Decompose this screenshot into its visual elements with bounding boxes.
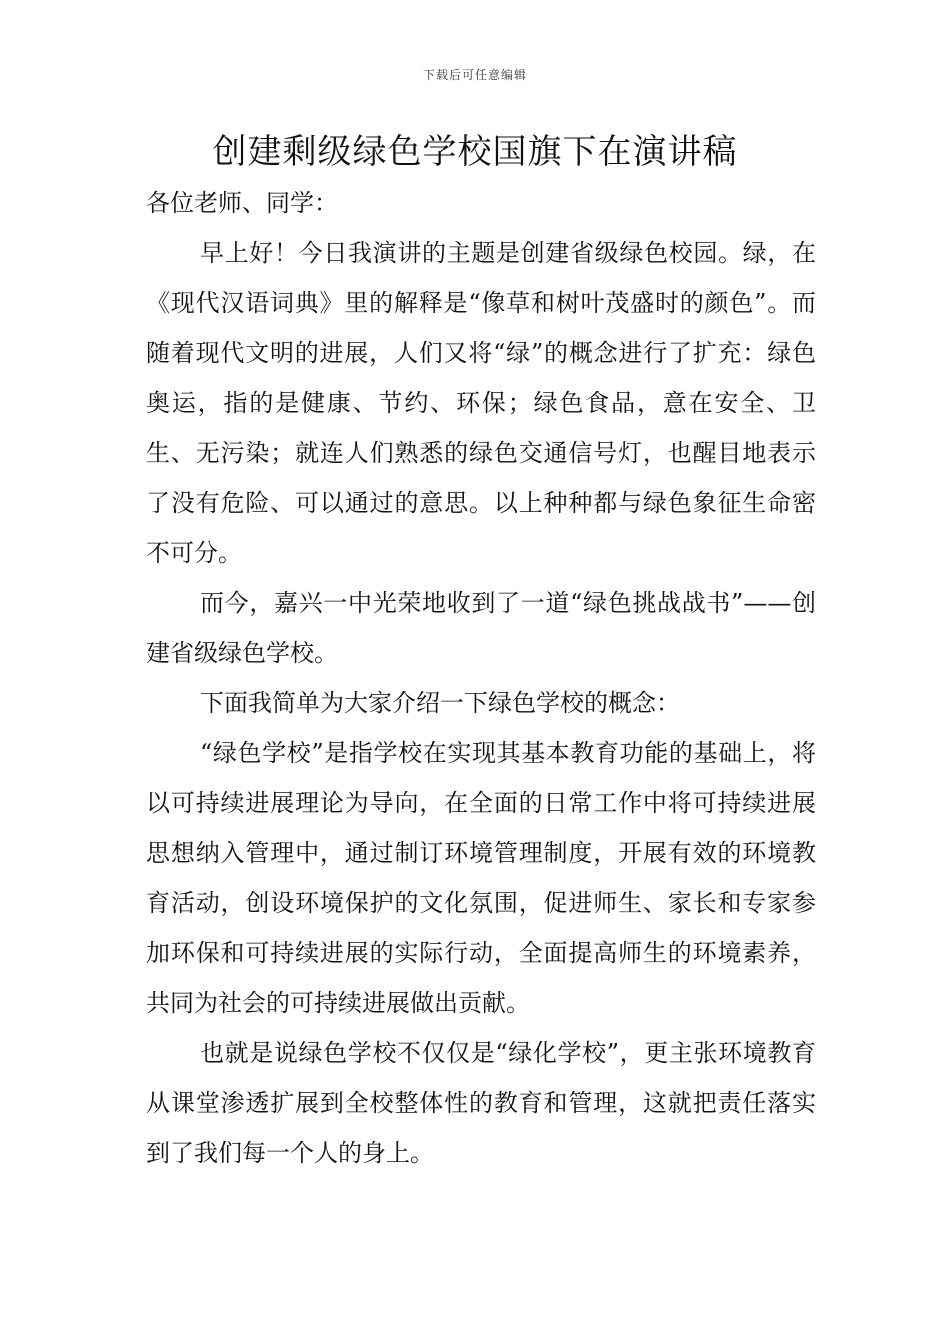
salutation: 各位老师、同学： [146,189,338,217]
header-note: 下载后可任意编辑 [422,68,527,82]
document-body [146,178,816,1178]
document-title: 创建剩级绿色学校国旗下在演讲稿 [212,132,738,172]
paragraph-transition: 下面我简单为大家介绍一下绿色学校的概念： [200,689,680,717]
paragraph-intro: 早上好！今日我演讲的主题是创建省级绿色校园。绿，在《现代汉语词典》里的解释是“像草和树叶茂盛时的颜色”。而随着现代文明的进展，人们又将“绿”的概念进行了扩充：绿色奥运，指的是健康、节约、环保；绿色食品，意在安全、卫生、无污染；就连人们熟悉的绿色交通信号灯，也醒目地表示了没有危险、可以通过的意思。以上种种都与绿色象征生命密不可分。 [146,239,816,567]
paragraph-definition: “绿色学校”是指学校在实现其基本教育功能的基础上，将以可持续进展理论为导向，在全面的日常工作中将可持续进展思想纳入管理中，通过制订环境管理制度，开展有效的环境教育活动，创设环境保护的文化氛围，促进师生、家长和专家参加环保和可持续进展的实际行动，全面提高师生的环境素养，共同为社会的可持续进展做出贡献。 [146,739,816,1017]
paragraph-responsibility: 也就是说绿色学校不仅仅是“绿化学校”，更主张环境教育从课堂渗透扩展到全校整体性的教育和管理，这就把责任落实到了我们每一个人的身上。 [146,1039,816,1167]
paragraph-challenge: 而今，嘉兴一中光荣地收到了一道“绿色挑战战书”——创建省级绿色学校。 [146,589,816,667]
